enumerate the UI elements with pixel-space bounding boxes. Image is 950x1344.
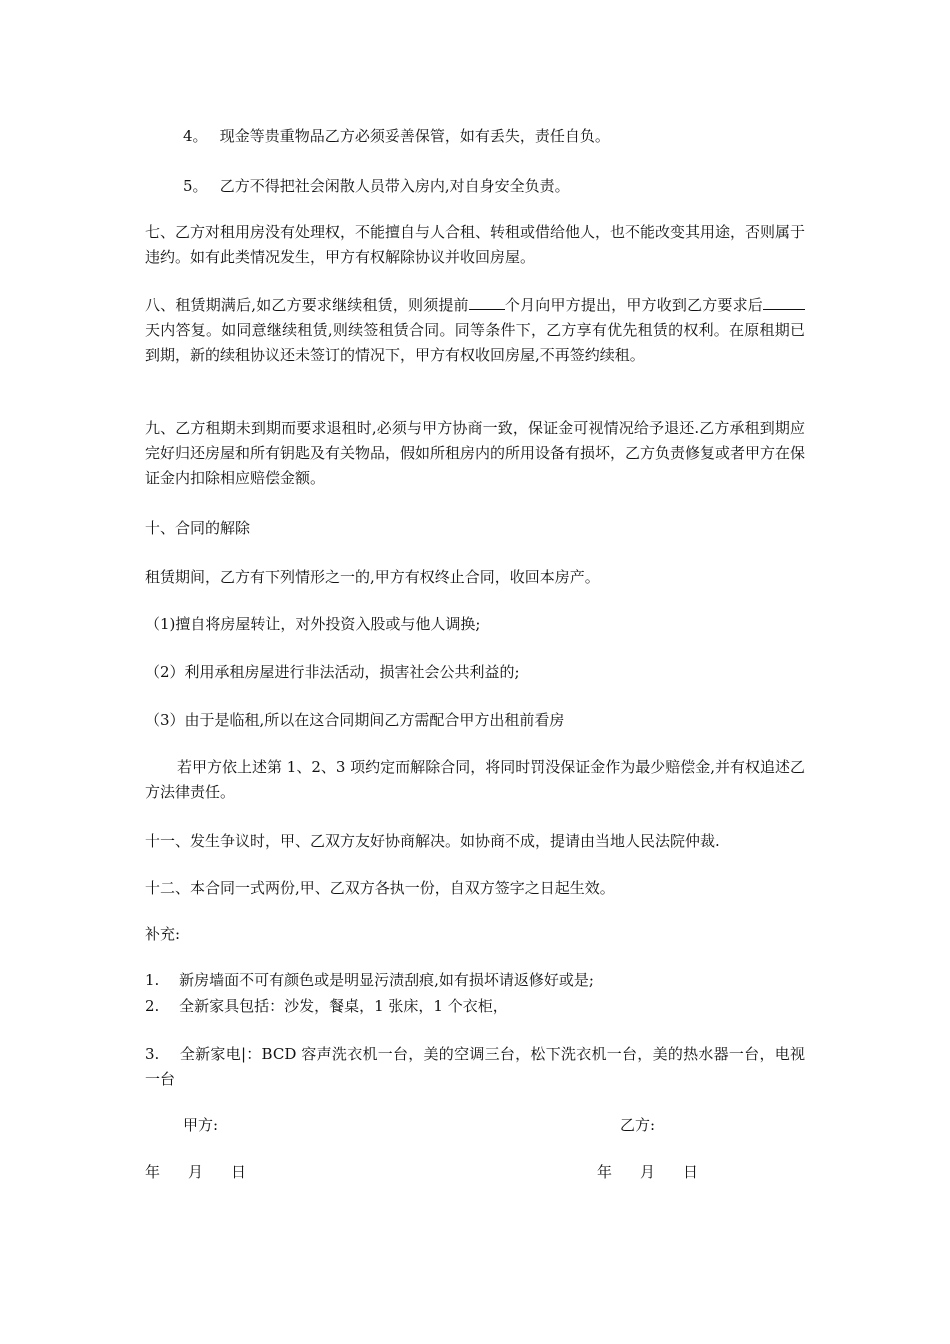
clause-5: 5。 乙方不得把社会闲散人员带入房内,对自身安全负责。 <box>183 177 570 195</box>
termination-penalty: 若甲方依上述第 1、2、3 项约定而解除合同，将同时罚没保证金作为最少赔偿金,并有权追述乙方法律责任。 <box>145 758 805 801</box>
supplement-item-1: 1. 新房墙面不可有颜色或是明显污渍刮痕,如有损坏请返修好或是; <box>145 971 594 989</box>
supplement-item-2: 2. 全新家具包括：沙发，餐桌，1 张床，1 个衣柜， <box>145 997 508 1015</box>
supplement-item-3: 3. 全新家电|：BCD 容声洗衣机一台，美的空调三台，松下洗衣机一台，美的热水器一台，电视一台 <box>145 1045 805 1088</box>
article-10-heading: 十、合同的解除 <box>145 519 251 537</box>
days-blank <box>763 293 805 310</box>
party-a-month: 月 <box>188 1163 204 1181</box>
party-a-date <box>145 1160 246 1185</box>
party-b-day: 日 <box>683 1163 699 1181</box>
termination-item-1: （1)擅自将房屋转让，对外投资入股或与他人调换; <box>145 615 481 633</box>
article-9: 九、乙方租期未到期而要求退租时,必须与甲方协商一致，保证金可视情况给予退还.乙方承租到期应完好归还房屋和所有钥匙及有关物品，假如所租房内的所用设备有损坏，乙方负责修复或者甲方在保证金内扣除相应赔偿金额。 <box>145 419 806 487</box>
termination-item-2: （2）利用承租房屋进行非法活动，损害社会公共利益的; <box>145 663 520 681</box>
party-b-date <box>597 1160 698 1185</box>
article-7: 七、乙方对租用房没有处理权，不能擅自与人合租、转租或借给他人，也不能改变其用途，否则属于违约。如有此类情况发生，甲方有权解除协议并收回房屋。 <box>145 223 806 266</box>
party-a-day: 日 <box>231 1163 247 1181</box>
clause-4: 4。 现金等贵重物品乙方必须妥善保管，如有丢失，责任自负。 <box>183 127 610 145</box>
party-a-year: 年 <box>145 1163 161 1181</box>
termination-intro: 租赁期间，乙方有下列情形之一的,甲方有权终止合同，收回本房产。 <box>145 568 600 586</box>
party-b-year: 年 <box>597 1163 613 1181</box>
supplement-heading: 补充: <box>145 925 181 943</box>
article-8 <box>145 293 805 368</box>
article-8-part-1: 八、租赁期满后,如乙方要求继续租赁，则须提前 <box>145 296 469 314</box>
party-b-month: 月 <box>640 1163 656 1181</box>
article-8-part-2: 个月向甲方提出，甲方收到乙方要求后 <box>504 296 763 314</box>
article-8-part-3: 天内答复。如同意继续租赁,则续签租赁合同。同等条件下，乙方享有优先租赁的权利。在原租期已到期，新的续租协议还未签订的情况下，甲方有权收回房屋,不再签约续租。 <box>145 321 805 364</box>
termination-item-3: （3）由于是临租,所以在这合同期间乙方需配合甲方出租前看房 <box>145 711 565 729</box>
article-12: 十二、本合同一式两份,甲、乙双方各执一份，自双方签字之日起生效。 <box>145 879 615 897</box>
article-11: 十一、发生争议时，甲、乙双方友好协商解决。如协商不成，提请由当地人民法院仲裁. <box>145 832 720 850</box>
party-a-label: 甲方: <box>183 1116 219 1134</box>
party-b-label: 乙方: <box>620 1116 656 1134</box>
months-blank <box>469 293 505 310</box>
